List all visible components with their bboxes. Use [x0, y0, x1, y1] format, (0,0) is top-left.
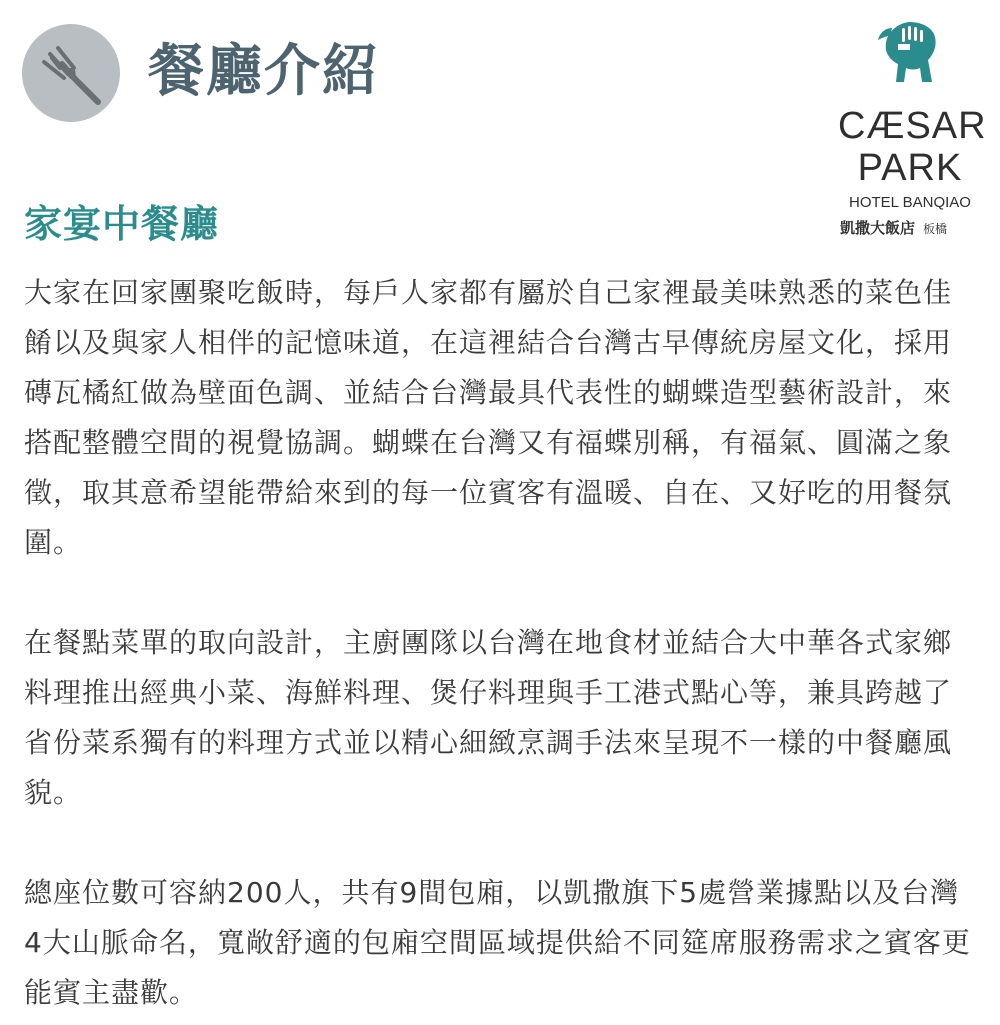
- logo-caesar-text: CÆSAR: [838, 105, 987, 147]
- restaurant-name: 家宴中餐廳: [24, 202, 220, 246]
- logo-chinese-location: 板橋: [923, 222, 948, 236]
- logo-park-text: PARK: [857, 147, 963, 189]
- logo-chinese-name: 凱撒大飯店: [840, 219, 916, 237]
- fork-icon: [22, 24, 120, 122]
- paragraph-seating: 總座位數可容納200人，共有9間包廂，以凱撒旗下5處營業據點以及台灣4大山脈命名，寬敞舒適的包廂空間區域提供給不同筵席服務需求之賓客更能賓主盡歡。: [24, 876, 971, 1009]
- paragraph-intro: 大家在回家團聚吃飯時，每戶人家都有屬於自己家裡最美味熟悉的菜色佳餚以及與家人相伴的記憶味道，在這裡結合台灣古早傳統房屋文化，採用磚瓦橘紅做為壁面色調、並結合台灣最具代表性的蝴蝶造型藝術設計，來搭配整體空間的視覺協調。蝴蝶在台灣又有福蝶別稱，有福氣、圓滿之象徵，取其意希望能帶給來到的每一位賓客有溫暖、自在、又好吃的用餐氛圍。: [24, 276, 953, 559]
- logo-hotel-text: HOTEL BANQIAO: [849, 194, 971, 211]
- hotel-logo: [838, 20, 987, 245]
- body-text: [24, 268, 972, 1018]
- helmet-icon: [876, 20, 942, 86]
- page-title: 餐廳介紹: [148, 39, 380, 104]
- paragraph-menu: 在餐點菜單的取向設計，主廚團隊以台灣在地食材並結合大中華各式家鄉料理推出經典小菜、海鮮料理、煲仔料理與手工港式點心等，兼具跨越了省份菜系獨有的料理方式並以精心細緻烹調手法來呈現不一樣的中餐廳風貌。: [24, 626, 953, 809]
- logo-chinese-text: [840, 218, 984, 239]
